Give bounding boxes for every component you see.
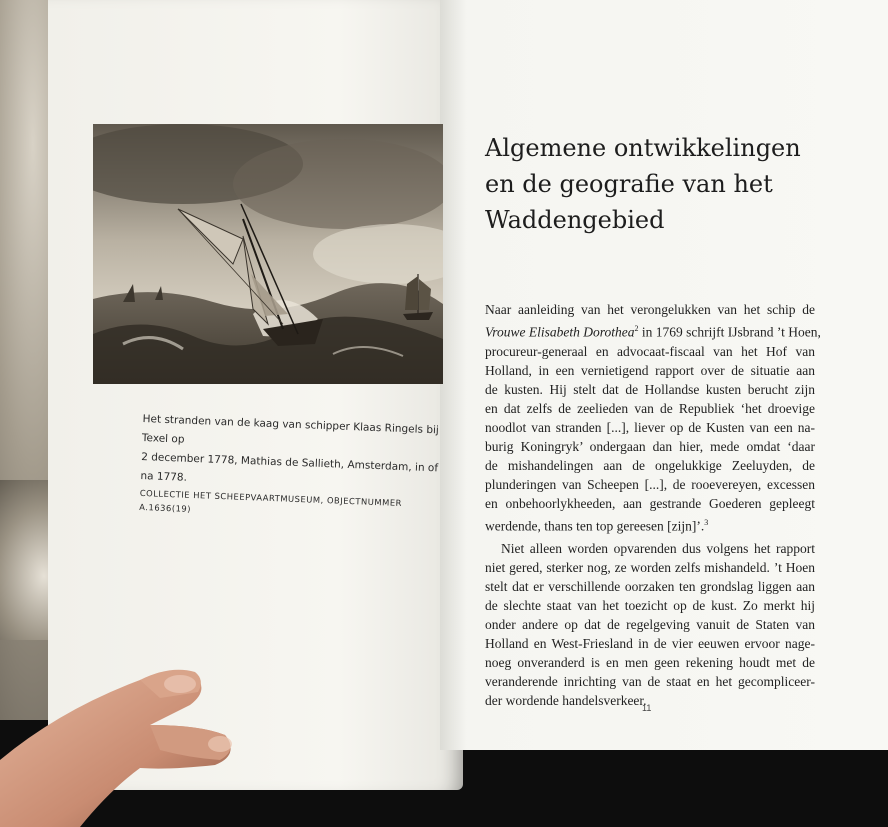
body-line: der wordende handelsverkeer.	[485, 693, 647, 708]
caption-line-1: Het stranden van de kaag van schipper Klaas Ringels bij Texel op	[141, 412, 440, 446]
footnote-ref: 3	[704, 517, 709, 527]
body-line: stelt dat er verschillende oorzaken ten grondslag liggen aan	[485, 579, 815, 594]
illustration-caption	[139, 410, 443, 525]
heading-line-2: en de geografie van het	[485, 170, 773, 198]
body-line: Niet alleen worden opvarenden dus volgens het rapport	[501, 541, 815, 556]
ship-engraving-illustration	[93, 124, 443, 384]
body-line: Holland, in een vernietigend rapport over de situatie aan	[485, 362, 815, 378]
body-line: en dat zelfs de zeelieden van de Republiek ‘het droevige	[485, 400, 815, 416]
body-line-rest: in 1769 schrijft IJsbrand ’t Hoen,	[638, 324, 821, 340]
body-line: de mishandelingen aan de ongelukkige Zeeluyden, de	[485, 457, 815, 473]
body-line: noodlot van stranden [...], liever op de Kusten van een na-	[485, 419, 815, 435]
heading-line-3: Waddengebied	[485, 206, 665, 234]
body-line: Holland en West-Friesland in de vier eeuwen ervoor nage-	[485, 636, 815, 651]
body-line: de kusten. Hij stelt dat de Hollandse kusten berucht zijn	[485, 381, 815, 397]
body-line: en onbehoorlykheeden, aan gestrande Goederen gepleegt	[485, 495, 815, 511]
body-line: procureur-generaal en advocaat-fiscaal van het Hof van	[485, 343, 815, 359]
body-line: de slechte staat van het toezicht op de kust. Zo merkt hij	[485, 598, 815, 613]
body-line: Naar aanleiding van het verongelukken van het schip de	[485, 302, 815, 317]
page-number: 11	[642, 703, 652, 713]
caption-credit: COLLECTIE HET SCHEEPVAARTMUSEUM, OBJECTNUMMER A.1636(19)	[139, 487, 403, 514]
body-line	[485, 319, 821, 342]
chapter-heading	[485, 130, 825, 238]
ship-name: Vrouwe Elisabeth Dorothea	[485, 324, 635, 340]
body-line: noeg onveranderd is en men geen rekening houdt met de	[485, 655, 815, 670]
body-line-text: werdende, thans ten top gereesen [zijn]’.	[485, 518, 705, 533]
hand-holding-book	[0, 640, 270, 827]
heading-line-1: Algemene ontwikkelingen	[485, 134, 801, 162]
body-line: niet gered, sterker nog, ze worden zelfs mishandeld. ’t Hoen	[485, 560, 815, 575]
body-line	[485, 513, 815, 536]
body-line: veranderende inrichting van de staat en het gecompliceer-	[485, 674, 815, 689]
footnote-ref: 2	[634, 324, 639, 333]
body-line: plunderingen van Scheepen [...], de rooevereyen, excessen	[485, 476, 815, 492]
caption-line-2: 2 december 1778, Mathias de Sallieth, Amsterdam, in of na 1778.	[140, 450, 439, 484]
body-text	[485, 300, 821, 710]
body-line: onder andere op dat de regelgeving vanuit de Staten van	[485, 617, 815, 632]
body-line: burig Koningryk’ ondergaan dan hier, mede omdat ‘daar	[485, 438, 815, 454]
